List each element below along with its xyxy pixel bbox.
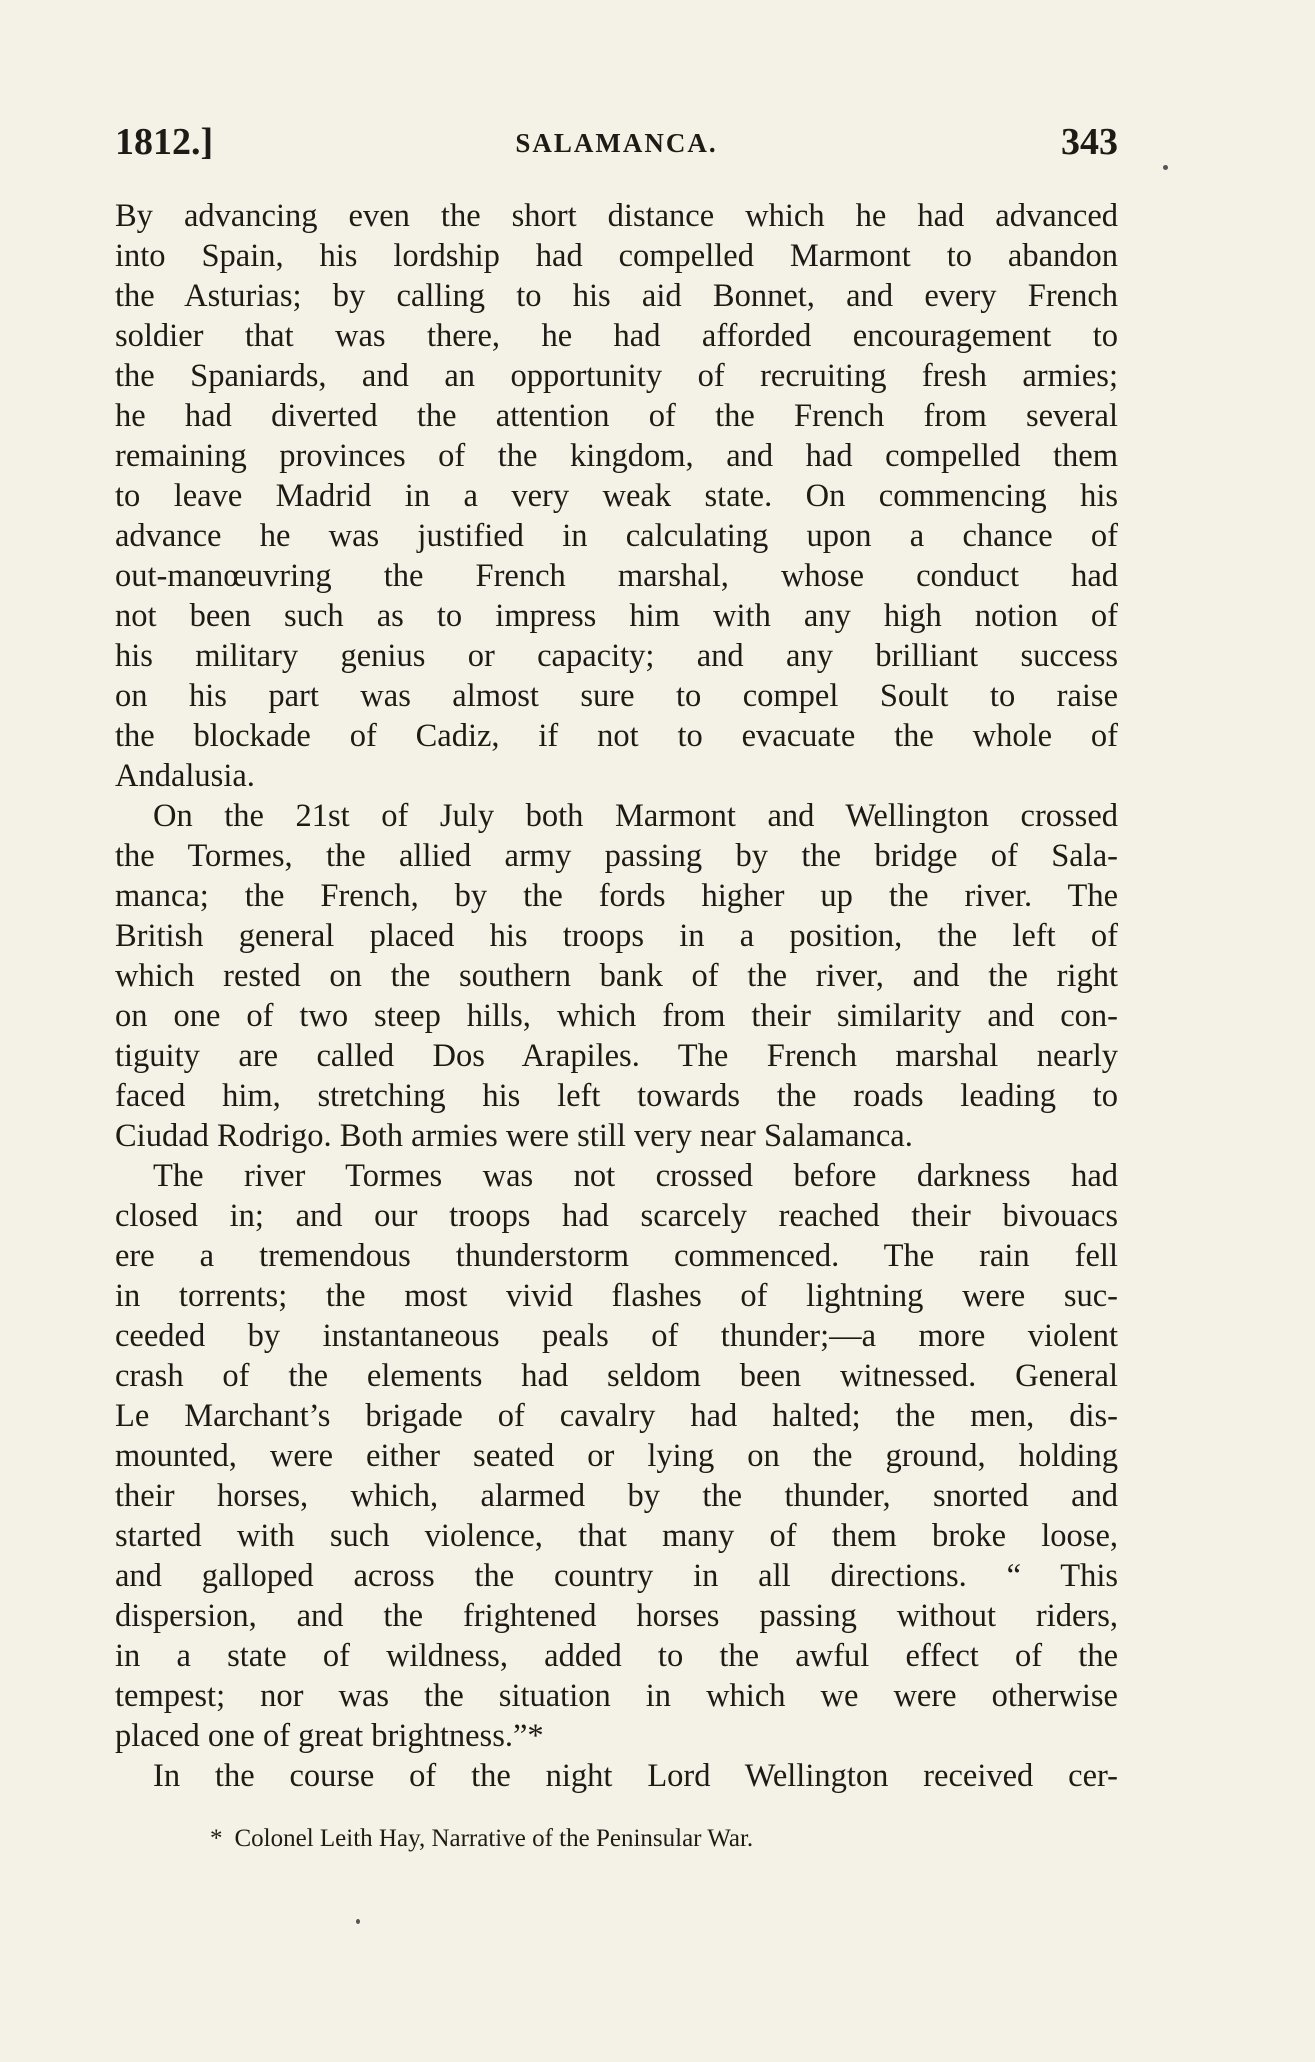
text-line: On the 21st of July both Marmont and Wellington crossed [153,798,1118,834]
text-line: their horses, which, alarmed by the thunder, snorted and [115,1478,1118,1514]
text-line: manca; the French, by the fords higher up the river. The [115,878,1118,914]
text-line: tempest; nor was the situation in which we were otherwise [115,1678,1118,1714]
text-line: on his part was almost sure to compel Soult to raise [115,678,1118,714]
text-line: and galloped across the country in all directions. “ This [115,1558,1118,1594]
text-line: out-manœuvring the French marshal, whose conduct had [115,558,1118,594]
footnote [210,1822,1010,1856]
text-line: started with such violence, that many of them broke loose, [115,1518,1118,1554]
text-line: on one of two steep hills, which from their similarity and con- [115,998,1118,1034]
text-line: closed in; and our troops had scarcely reached their bivouacs [115,1198,1118,1234]
text-line: ere a tremendous thunderstorm commenced. The rain fell [115,1238,1118,1274]
text-line: which rested on the southern bank of the river, and the right [115,958,1118,994]
text-line: remaining provinces of the kingdom, and had compelled them [115,438,1118,474]
text-line: the Asturias; by calling to his aid Bonnet, and every French [115,278,1118,314]
text-line: in torrents; the most vivid flashes of lightning were suc- [115,1278,1118,1314]
header-year: 1812.] [115,121,214,163]
text-line: crash of the elements had seldom been witnessed. General [115,1358,1118,1394]
text-line: Le Marchant’s brigade of cavalry had halted; the men, dis- [115,1398,1118,1434]
text-line: dispersion, and the frightened horses passing without riders, [115,1598,1118,1634]
text-line: the Spaniards, and an opportunity of recruiting fresh armies; [115,358,1118,394]
text-line: British general placed his troops in a position, the left of [115,918,1118,954]
text-line: the Tormes, the allied army passing by the bridge of Sala- [115,838,1118,874]
text-line: Ciudad Rodrigo. Both armies were still very near Salamanca. [115,1118,913,1154]
running-header [115,120,1118,170]
text-line: he had diverted the attention of the French from several [115,398,1118,434]
text-line: ceeded by instantaneous peals of thunder;—a more violent [115,1318,1118,1354]
text-line: into Spain, his lordship had compelled Marmont to abandon [115,238,1118,274]
text-line: In the course of the night Lord Wellington received cer- [153,1758,1118,1794]
page-number: 343 [1061,121,1118,163]
text-line: The river Tormes was not crossed before darkness had [153,1158,1118,1194]
text-line: Andalusia. [115,758,255,794]
footnote-marker: * [210,1825,223,1852]
text-line: the blockade of Cadiz, if not to evacuate the whole of [115,718,1118,754]
text-line: tiguity are called Dos Arapiles. The French marshal nearly [115,1038,1118,1074]
text-line: his military genius or capacity; and any brilliant success [115,638,1118,674]
text-line: mounted, were either seated or lying on the ground, holding [115,1438,1118,1474]
text-line: advance he was justified in calculating upon a chance of [115,518,1118,554]
text-line: faced him, stretching his left towards the roads leading to [115,1078,1118,1114]
text-line: placed one of great brightness.”* [115,1718,544,1754]
print-speck [356,1919,360,1924]
text-line: not been such as to impress him with any high notion of [115,598,1118,634]
footnote-text: Colonel Leith Hay, Narrative of the Peninsular War. [234,1825,754,1852]
header-title: SALAMANCA. [515,128,718,158]
print-speck [1163,165,1168,170]
body-text [115,196,1118,1796]
text-line: soldier that was there, he had afforded encouragement to [115,318,1118,354]
text-line: By advancing even the short distance which he had advanced [115,198,1118,234]
text-line: in a state of wildness, added to the awful effect of the [115,1638,1118,1674]
text-line: to leave Madrid in a very weak state. On commencing his [115,478,1118,514]
